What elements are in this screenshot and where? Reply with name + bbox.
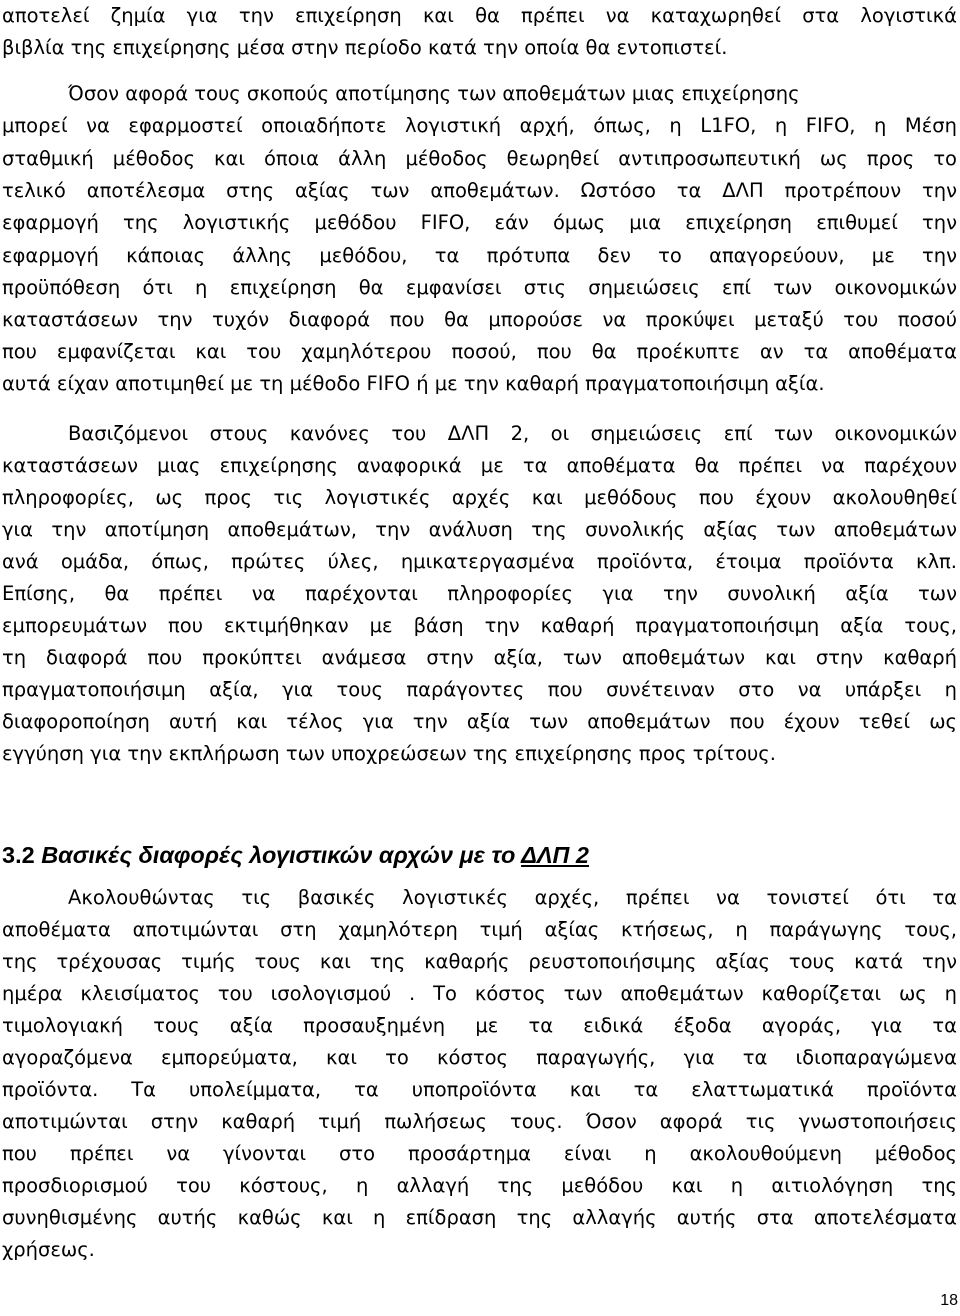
paragraph-2-line: αυτά είχαν αποτιμηθεί με τη μέθοδο FIFO ή με την καθαρή πραγματοποιήσιμη αξία. — [2, 372, 825, 395]
paragraph-3-line: εγγύηση για την εκπλήρωση των υποχρεώσεων της επιχείρησης προς τρίτους. — [2, 742, 776, 765]
paragraph-4-line: Ακολουθώντας τις βασικές λογιστικές αρχές, πρέπει να τονιστεί ότι τα — [68, 886, 957, 909]
paragraph-3-line: τη διαφορά που προκύπτει ανάμεσα στην αξία, των αποθεμάτων και στην καθαρή — [2, 646, 957, 669]
paragraph-3-line: εμπορευμάτων που εκτιμήθηκαν με βάση την καθαρή πραγματοποιήσιμη αξία τους, — [2, 614, 957, 637]
section-heading — [2, 840, 589, 870]
paragraph-3-line: πραγματοποιήσιμη αξία, για τους παράγοντες που συνέτειναν στο να υπάρξει η — [2, 678, 957, 701]
paragraph-3-line: πληροφορίες, ως προς τις λογιστικές αρχές και μεθόδους που έχουν ακολουθηθεί — [2, 486, 957, 509]
paragraph-3-line: καταστάσεων μιας επιχείρησης αναφορικά με τα αποθέματα θα πρέπει να παρέχουν — [2, 454, 957, 477]
paragraph-2-line: που εμφανίζεται και του χαμηλότερου ποσού, που θα προέκυπτε αν τα αποθέματα — [2, 340, 957, 363]
section-number: 3.2 — [2, 842, 35, 868]
paragraph-1-line: αποτελεί ζημία για την επιχείρηση και θα πρέπει να καταχωρηθεί στα λογιστικά — [2, 4, 957, 27]
paragraph-2-line: εφαρμογή κάποιας άλλης μεθόδου, τα πρότυπα δεν το απαγορεύουν, με την — [2, 244, 957, 267]
paragraph-2-line: εφαρμογή της λογιστικής μεθόδου FIFO, εάν όμως μια επιχείρηση επιθυμεί την — [2, 211, 957, 234]
paragraph-3-line: Επίσης, θα πρέπει να παρέχονται πληροφορίες για την συνολική αξία των — [2, 582, 957, 605]
paragraph-4-line: αγοραζόμενα εμπορεύματα, και το κόστος παραγωγής, για τα ιδιοπαραγώμενα — [2, 1046, 957, 1069]
paragraph-2-line: Όσον αφορά τους σκοπούς αποτίμησης των αποθεμάτων μιας επιχείρησης — [68, 82, 800, 105]
section-title-standard: ΔΛΠ 2 — [521, 842, 589, 868]
paragraph-4-line: χρήσεως. — [2, 1238, 95, 1261]
paragraph-4-line: της τρέχουσας τιμής τους και της καθαρής ρευστοποιήσιμης αξίας τους κατά την — [2, 950, 957, 973]
paragraph-4-line: ημέρα κλεισίματος του ισολογισμού . Το κόστος των αποθεμάτων καθορίζεται ως η — [2, 982, 957, 1005]
paragraph-4-line: αποθέματα αποτιμώνται στη χαμηλότερη τιμή αξίας κτήσεως, η παράγωγης τους, — [2, 918, 957, 941]
paragraph-2-line: καταστάσεων την τυχόν διαφορά που θα μπορούσε να προκύψει μεταξύ του ποσού — [2, 308, 957, 331]
paragraph-3-line: ανά ομάδα, όπως, πρώτες ύλες, ημικατεργασμένα προϊόντα, έτοιμα προϊόντα κλπ. — [2, 550, 957, 573]
page-number: 18 — [940, 1292, 958, 1309]
section-title: Βασικές διαφορές λογιστικών αρχών με το — [41, 842, 516, 868]
paragraph-4-line: συνηθισμένης αυτής καθώς και η επίδραση της αλλαγής αυτής στα αποτελέσματα — [2, 1206, 957, 1229]
paragraph-2-line: τελικό αποτέλεσμα στης αξίας των αποθεμάτων. Ωστόσο τα ΔΛΠ προτρέπουν την — [2, 179, 957, 202]
paragraph-2-line: μπορεί να εφαρμοστεί οποιαδήποτε λογιστική αρχή, όπως, η L1FO, η FIFO, η Μέση — [2, 114, 957, 137]
paragraph-4-line: προϊόντα. Τα υπολείμματα, τα υποπροϊόντα και τα ελαττωματικά προϊόντα — [2, 1078, 957, 1101]
paragraph-3-line: για την αποτίμηση αποθεμάτων, την ανάλυση της συνολικής αξίας των αποθεμάτων — [2, 518, 957, 541]
paragraph-4-line: που πρέπει να γίνονται στο προσάρτημα είναι η ακολουθούμενη μέθοδος — [2, 1142, 957, 1165]
paragraph-4-line: αποτιμώνται στην καθαρή τιμή πωλήσεως τους. Όσον αφορά τις γνωστοποιήσεις — [2, 1110, 957, 1133]
paragraph-2-line: προϋπόθεση ότι η επιχείρηση θα εμφανίσει στις σημειώσεις επί των οικονομικών — [2, 276, 957, 299]
paragraph-3-line: Βασιζόμενοι στους κανόνες του ΔΛΠ 2, οι σημειώσεις επί των οικονομικών — [68, 422, 957, 445]
paragraph-2-line: σταθμική μέθοδος και όποια άλλη μέθοδος θεωρηθεί αντιπροσωπευτική ως προς το — [2, 147, 957, 170]
paragraph-4-line: τιμολογιακή τους αξία προσαυξημένη με τα ειδικά έξοδα αγοράς, για τα — [2, 1014, 957, 1037]
paragraph-4-line: προσδιορισμού του κόστους, η αλλαγή της μεθόδου και η αιτιολόγηση της — [2, 1174, 957, 1197]
paragraph-1-line: βιβλία της επιχείρησης μέσα στην περίοδο κατά την οποία θα εντοπιστεί. — [2, 36, 728, 59]
paragraph-3-line: διαφοροποίηση αυτή και τέλος για την αξία των αποθεμάτων που έχουν τεθεί ως — [2, 710, 957, 733]
